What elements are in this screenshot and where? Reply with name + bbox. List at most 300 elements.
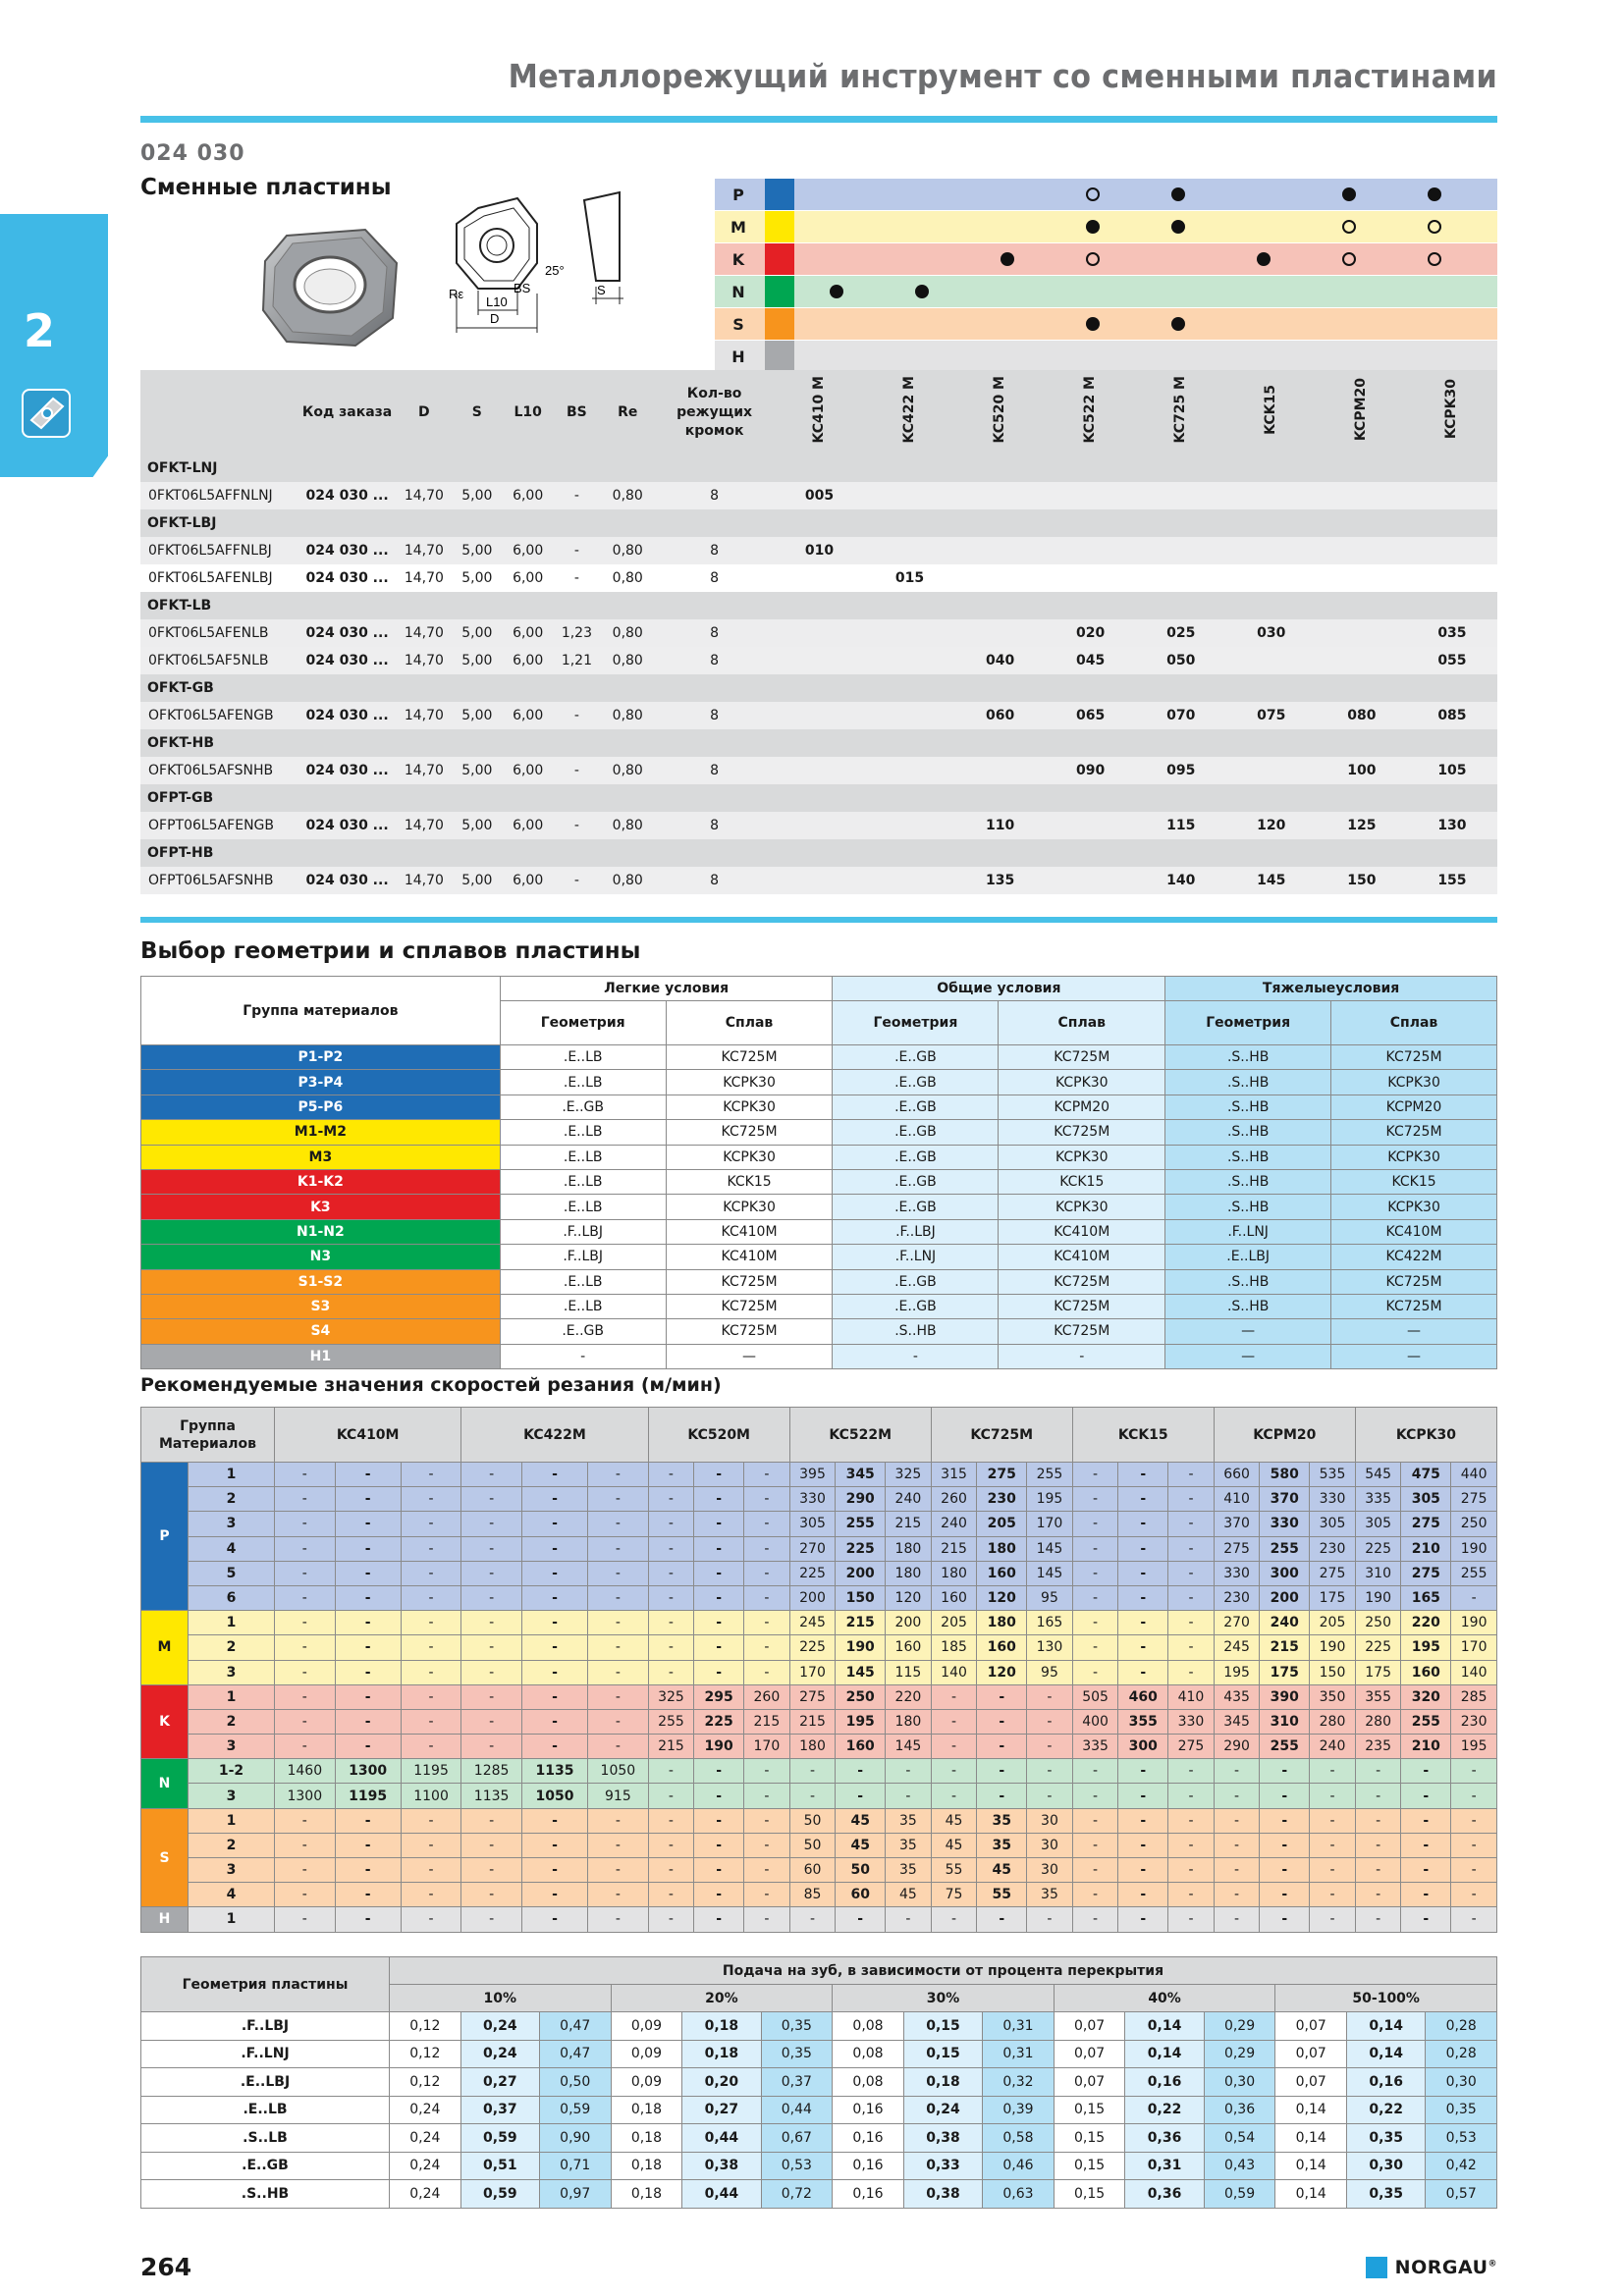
feed-overlap: 40%	[1054, 1985, 1275, 2012]
speed-value: -	[1451, 1883, 1497, 1907]
speed-value: -	[1310, 1907, 1356, 1932]
selection-geometry: .E..LB	[500, 1120, 666, 1145]
sub-geometry: Геометрия	[833, 1001, 999, 1045]
selection-grade: KC725M	[666, 1120, 833, 1145]
speed-value: 275	[977, 1463, 1027, 1487]
speed-value: -	[335, 1635, 401, 1660]
speed-value: 160	[931, 1585, 977, 1610]
insert-edges: 8	[655, 482, 775, 509]
selection-geometry: -	[833, 1344, 999, 1368]
speed-value: 330	[1310, 1487, 1356, 1512]
feed-row	[141, 2096, 1497, 2124]
insert-group-name: OFKT-LBJ	[140, 509, 1497, 537]
speed-value: -	[1118, 1907, 1168, 1932]
selection-grade: KCPK30	[999, 1145, 1165, 1169]
insert-grade-code[interactable]: 150	[1317, 867, 1407, 894]
feed-value: 0,35	[761, 2040, 833, 2068]
selection-geometry: —	[1165, 1319, 1331, 1344]
speed-value: 305	[1355, 1512, 1401, 1536]
insert-grade-code	[1046, 537, 1136, 564]
speed-value: 1300	[335, 1759, 401, 1784]
speed-value: -	[1168, 1759, 1215, 1784]
speed-grade: KC422M	[461, 1408, 648, 1463]
feed-value: 0,35	[1347, 2180, 1426, 2209]
insert-grade-code	[1136, 564, 1226, 592]
filled-dot-icon	[1171, 317, 1185, 331]
insert-grade-code	[1317, 619, 1407, 647]
speed-value: -	[275, 1512, 336, 1536]
dim-bs-label: BS	[514, 281, 531, 295]
speed-value: -	[1168, 1611, 1215, 1635]
speed-value: -	[744, 1536, 790, 1561]
speed-value: -	[648, 1611, 694, 1635]
speed-value: -	[1260, 1907, 1310, 1932]
speed-value: 160	[886, 1635, 932, 1660]
speed-value: 250	[1355, 1611, 1401, 1635]
speed-value: 145	[1027, 1536, 1073, 1561]
speed-value: -	[1401, 1883, 1451, 1907]
feed-value: 0,30	[1426, 2068, 1497, 2097]
speed-subgroup: 3	[189, 1512, 275, 1536]
brand-mark: ®	[1488, 2259, 1497, 2269]
speed-subgroup: 1	[189, 1808, 275, 1833]
insert-l10: 6,00	[503, 702, 553, 729]
insert-grade-code	[865, 647, 955, 674]
cutting-speed-table	[140, 1407, 1497, 1933]
speed-value: 120	[977, 1660, 1027, 1684]
speed-value: -	[694, 1512, 744, 1536]
speed-value: 215	[744, 1709, 790, 1734]
insert-row[interactable]	[140, 564, 1497, 592]
insert-grade-code[interactable]: 050	[1136, 647, 1226, 674]
speed-value: -	[335, 1833, 401, 1857]
insert-grade-code[interactable]: 075	[1226, 702, 1317, 729]
speed-value: -	[521, 1833, 587, 1857]
feed-value: 0,59	[460, 2180, 539, 2209]
selection-geometry: .E..LBJ	[1165, 1245, 1331, 1269]
speed-value: -	[744, 1883, 790, 1907]
insert-row[interactable]	[140, 702, 1497, 729]
selection-grade: KC410M	[666, 1219, 833, 1244]
feed-geometry: .E..GB	[141, 2152, 390, 2180]
speed-value: 305	[1310, 1512, 1356, 1536]
insert-grade-code[interactable]: 030	[1226, 619, 1317, 647]
feed-value: 0,15	[1054, 2180, 1125, 2209]
selection-geometry: .E..GB	[833, 1095, 999, 1119]
insert-l10: 6,00	[503, 482, 553, 509]
speed-group-header-line1: Группа	[180, 1417, 236, 1434]
speed-value: 170	[789, 1660, 836, 1684]
insert-grade-code[interactable]: 125	[1317, 812, 1407, 839]
speed-subgroup: 3	[189, 1858, 275, 1883]
selection-geometry: .F..LBJ	[500, 1219, 666, 1244]
insert-grade-code	[1136, 482, 1226, 509]
condition-light: Легкие условия	[500, 977, 833, 1001]
selection-group: N3	[141, 1245, 501, 1269]
speed-value: -	[1168, 1907, 1215, 1932]
selection-geometry: .S..HB	[1165, 1269, 1331, 1294]
speed-value: -	[275, 1808, 336, 1833]
selection-geometry: .S..HB	[833, 1319, 999, 1344]
speed-value: 210	[1401, 1536, 1451, 1561]
speed-subgroup: 4	[189, 1536, 275, 1561]
insert-grade-code[interactable]: 080	[1317, 702, 1407, 729]
speed-value: 165	[1401, 1585, 1451, 1610]
insert-re: 0,80	[601, 812, 655, 839]
insert-s: 5,00	[451, 757, 503, 784]
speed-value: -	[521, 1611, 587, 1635]
speed-value: -	[744, 1487, 790, 1512]
selection-group: P5-P6	[141, 1095, 501, 1119]
speed-value: -	[1118, 1585, 1168, 1610]
insert-grade-code[interactable]: 140	[1136, 867, 1226, 894]
selection-geometry: .F..LNJ	[1165, 1219, 1331, 1244]
insert-re: 0,80	[601, 647, 655, 674]
speed-value: -	[1168, 1512, 1215, 1536]
insert-grade-code[interactable]: 020	[1046, 619, 1136, 647]
speed-value: 660	[1214, 1463, 1260, 1487]
insert-grade-code[interactable]: 015	[865, 564, 955, 592]
material-letter: N	[731, 282, 745, 301]
speed-value: 175	[1310, 1585, 1356, 1610]
selection-row	[141, 1169, 1497, 1194]
speed-value: 200	[836, 1561, 886, 1585]
sub-geometry: Геометрия	[1165, 1001, 1331, 1045]
selection-group: S1-S2	[141, 1269, 501, 1294]
feed-value: 0,16	[833, 2152, 904, 2180]
selection-geometry: .F..LBJ	[833, 1219, 999, 1244]
insert-bs: -	[553, 812, 601, 839]
speed-value: 190	[1451, 1536, 1497, 1561]
speed-value: -	[648, 1561, 694, 1585]
selection-geometry: .E..GB	[833, 1120, 999, 1145]
insert-grade-code[interactable]: 120	[1226, 812, 1317, 839]
selection-row	[141, 1219, 1497, 1244]
dim-angle-label: 25°	[545, 263, 565, 278]
speed-value: -	[694, 1611, 744, 1635]
speed-value: -	[275, 1735, 336, 1759]
speed-value: -	[744, 1463, 790, 1487]
feed-value: 0,47	[539, 2012, 611, 2041]
insert-row[interactable]	[140, 812, 1497, 839]
speed-value: 290	[1214, 1735, 1260, 1759]
sub-grade: Сплав	[666, 1001, 833, 1045]
insert-row[interactable]	[140, 867, 1497, 894]
feed-value: 0,29	[1204, 2040, 1275, 2068]
insert-grade-code[interactable]: 040	[955, 647, 1046, 674]
condition-heavy: Тяжелыеусловия	[1165, 977, 1497, 1001]
speed-value: -	[836, 1907, 886, 1932]
col-grade: KC422 M	[901, 375, 918, 444]
insert-grade-code	[955, 564, 1046, 592]
speed-value: 215	[648, 1735, 694, 1759]
selection-geometry: .S..HB	[1165, 1294, 1331, 1318]
speed-value: 335	[1072, 1735, 1118, 1759]
speed-group-letter: S	[141, 1808, 189, 1907]
insert-grade-code[interactable]: 005	[774, 482, 864, 509]
open-dot-icon	[1428, 252, 1441, 266]
speed-value: -	[275, 1907, 336, 1932]
speed-value: 205	[977, 1512, 1027, 1536]
insert-grade-code[interactable]: 155	[1407, 867, 1497, 894]
speed-value: -	[836, 1759, 886, 1784]
speed-row	[141, 1808, 1497, 1833]
feed-value: 0,57	[1426, 2180, 1497, 2209]
material-row-m	[715, 211, 1497, 242]
selection-row	[141, 1195, 1497, 1219]
selection-grade: KC725M	[1331, 1045, 1497, 1070]
insert-grade-code[interactable]: 135	[955, 867, 1046, 894]
insert-grade-code[interactable]: 035	[1407, 619, 1497, 647]
speed-value: 210	[1401, 1735, 1451, 1759]
speed-value: -	[1168, 1883, 1215, 1907]
open-dot-icon	[1086, 187, 1100, 201]
material-row-s	[715, 308, 1497, 340]
speed-value: 230	[977, 1487, 1027, 1512]
speed-value: -	[1118, 1487, 1168, 1512]
sub-grade: Сплав	[999, 1001, 1165, 1045]
feed-value: 0,18	[611, 2096, 682, 2124]
feed-value: 0,22	[1125, 2096, 1204, 2124]
insert-order: 024 030 ...	[298, 564, 398, 592]
speed-value: 390	[1260, 1684, 1310, 1709]
insert-row[interactable]	[140, 619, 1497, 647]
insert-bs: -	[553, 867, 601, 894]
insert-designation: OFPT06L5AFENGB	[140, 812, 298, 839]
filled-dot-icon	[1342, 187, 1356, 201]
speed-grade: KCK15	[1072, 1408, 1214, 1463]
speed-value: -	[648, 1536, 694, 1561]
material-swatch	[765, 179, 794, 210]
chapter-number: 2	[24, 304, 56, 357]
speed-grade: KCPM20	[1214, 1408, 1355, 1463]
speed-value: 205	[1310, 1611, 1356, 1635]
insert-row[interactable]	[140, 757, 1497, 784]
speed-value: 245	[1214, 1635, 1260, 1660]
insert-grade-code[interactable]: 045	[1046, 647, 1136, 674]
feed-value: 0,14	[1275, 2096, 1347, 2124]
feed-value: 0,09	[611, 2040, 682, 2068]
speed-value: 95	[1027, 1585, 1073, 1610]
selection-geometry: .F..LBJ	[500, 1245, 666, 1269]
insert-grade-code[interactable]: 145	[1226, 867, 1317, 894]
insert-grade-code[interactable]: 105	[1407, 757, 1497, 784]
speed-value: 180	[789, 1735, 836, 1759]
insert-grade-code[interactable]: 095	[1136, 757, 1226, 784]
speed-value: 120	[977, 1585, 1027, 1610]
insert-order: 024 030 ...	[298, 647, 398, 674]
insert-grade-code	[865, 702, 955, 729]
speed-value: 225	[789, 1561, 836, 1585]
insert-row[interactable]	[140, 537, 1497, 564]
insert-grade-code	[774, 647, 864, 674]
speed-value: 325	[886, 1463, 932, 1487]
insert-grade-code[interactable]: 010	[774, 537, 864, 564]
speed-value: -	[1401, 1784, 1451, 1808]
speed-value: 255	[1260, 1536, 1310, 1561]
speed-value: -	[1168, 1585, 1215, 1610]
speed-value: -	[588, 1808, 649, 1833]
speed-value: -	[335, 1660, 401, 1684]
speed-value: -	[694, 1808, 744, 1833]
insert-bs: -	[553, 537, 601, 564]
insert-group-row	[140, 592, 1497, 619]
speed-value: -	[275, 1487, 336, 1512]
insert-row[interactable]	[140, 482, 1497, 509]
speed-value: 1285	[461, 1759, 522, 1784]
insert-grade-code[interactable]: 065	[1046, 702, 1136, 729]
selection-geometry: .F..LNJ	[833, 1245, 999, 1269]
insert-grade-code	[865, 482, 955, 509]
speed-value: -	[1072, 1512, 1118, 1536]
insert-3d-image	[257, 216, 405, 357]
feed-value: 0,35	[761, 2012, 833, 2041]
insert-grade-code[interactable]: 025	[1136, 619, 1226, 647]
insert-grade-code	[1046, 482, 1136, 509]
speed-value: 260	[931, 1487, 977, 1512]
insert-grade-code	[1226, 564, 1317, 592]
feed-geometry: .S..LB	[141, 2124, 390, 2153]
col-grade: KC522 M	[1082, 375, 1099, 444]
insert-grade-code[interactable]: 055	[1407, 647, 1497, 674]
speed-value: 200	[886, 1611, 932, 1635]
feed-value: 0,14	[1275, 2124, 1347, 2153]
speed-value: -	[1401, 1907, 1451, 1932]
speed-value: -	[1355, 1808, 1401, 1833]
insert-grade-code[interactable]: 085	[1407, 702, 1497, 729]
selection-group: P3-P4	[141, 1070, 501, 1095]
feed-row	[141, 2152, 1497, 2180]
selection-grade: KC725M	[666, 1269, 833, 1294]
speed-value: -	[461, 1463, 522, 1487]
speed-row	[141, 1463, 1497, 1487]
speed-value: -	[461, 1635, 522, 1660]
speed-value: -	[588, 1660, 649, 1684]
selection-grade: KC725M	[1331, 1269, 1497, 1294]
speed-subgroup: 3	[189, 1735, 275, 1759]
selection-grade: KC725M	[999, 1120, 1165, 1145]
selection-grade: KCPM20	[999, 1095, 1165, 1119]
speed-value: -	[886, 1907, 932, 1932]
insert-grade-code[interactable]: 115	[1136, 812, 1226, 839]
speed-value: 60	[836, 1883, 886, 1907]
speed-value: 200	[1260, 1585, 1310, 1610]
speed-value: -	[521, 1660, 587, 1684]
speed-value: 1195	[335, 1784, 401, 1808]
speed-value: 240	[931, 1512, 977, 1536]
speed-value: -	[588, 1635, 649, 1660]
speed-subgroup: 1	[189, 1907, 275, 1932]
speed-value: -	[401, 1833, 461, 1857]
speed-value: 35	[886, 1808, 932, 1833]
feed-value: 0,07	[1054, 2012, 1125, 2041]
speed-value: -	[744, 1561, 790, 1585]
speed-value: 1300	[275, 1784, 336, 1808]
insert-grade-code	[1407, 482, 1497, 509]
speed-value: -	[401, 1907, 461, 1932]
insert-grade-code	[1226, 482, 1317, 509]
insert-grade-code[interactable]: 090	[1046, 757, 1136, 784]
insert-edges: 8	[655, 537, 775, 564]
insert-grade-code[interactable]: 100	[1317, 757, 1407, 784]
insert-grade-code	[865, 757, 955, 784]
insert-l10: 6,00	[503, 537, 553, 564]
insert-d: 14,70	[397, 482, 451, 509]
speed-value: 275	[1168, 1735, 1215, 1759]
speed-value: -	[335, 1883, 401, 1907]
speed-value: -	[335, 1512, 401, 1536]
insert-grade-code	[1407, 537, 1497, 564]
speed-value: -	[521, 1709, 587, 1734]
speed-value: -	[335, 1585, 401, 1610]
insert-row[interactable]	[140, 647, 1497, 674]
insert-edges: 8	[655, 812, 775, 839]
speed-value: 330	[789, 1487, 836, 1512]
speed-value: -	[1401, 1833, 1451, 1857]
speed-value: 245	[789, 1611, 836, 1635]
insert-order: 024 030 ...	[298, 812, 398, 839]
insert-d: 14,70	[397, 647, 451, 674]
speed-value: -	[977, 1759, 1027, 1784]
speed-value: 180	[931, 1561, 977, 1585]
selection-geometry: .E..GB	[833, 1045, 999, 1070]
feed-value: 0,14	[1347, 2040, 1426, 2068]
speed-value: 330	[1214, 1561, 1260, 1585]
insert-order: 024 030 ...	[298, 482, 398, 509]
insert-grade-code[interactable]: 070	[1136, 702, 1226, 729]
speed-value: -	[521, 1735, 587, 1759]
insert-grade-code	[1317, 537, 1407, 564]
speed-value: 345	[836, 1463, 886, 1487]
speed-value: 195	[836, 1709, 886, 1734]
insert-table-header	[140, 370, 1497, 454]
filled-dot-icon	[1086, 317, 1100, 331]
insert-grade-code[interactable]: 130	[1407, 812, 1497, 839]
speed-value: -	[521, 1585, 587, 1610]
filled-dot-icon	[1257, 252, 1271, 266]
speed-value: 195	[1401, 1635, 1451, 1660]
speed-value: 505	[1072, 1684, 1118, 1709]
insert-l10: 6,00	[503, 564, 553, 592]
speed-value: 45	[886, 1883, 932, 1907]
speed-value: 50	[789, 1808, 836, 1833]
feed-value: 0,39	[983, 2096, 1055, 2124]
selection-grade: KCK15	[666, 1169, 833, 1194]
speed-value: -	[1214, 1784, 1260, 1808]
speed-value: 35	[977, 1808, 1027, 1833]
speed-value: -	[461, 1561, 522, 1585]
speed-value: 160	[836, 1735, 886, 1759]
feed-value: 0,14	[1275, 2152, 1347, 2180]
feed-table	[140, 1956, 1497, 2209]
speed-value: -	[1310, 1858, 1356, 1883]
insert-grade-code[interactable]: 110	[955, 812, 1046, 839]
feed-row	[141, 2040, 1497, 2068]
speed-value: 165	[1027, 1611, 1073, 1635]
insert-grade-code[interactable]: 060	[955, 702, 1046, 729]
speed-row	[141, 1660, 1497, 1684]
insert-l10: 6,00	[503, 647, 553, 674]
speed-value: 30	[1027, 1833, 1073, 1857]
speed-value: 285	[1451, 1684, 1497, 1709]
speed-value: -	[694, 1833, 744, 1857]
open-dot-icon	[1342, 220, 1356, 234]
insert-grade-code	[865, 619, 955, 647]
speed-value: -	[335, 1858, 401, 1883]
speed-value: -	[744, 1833, 790, 1857]
speed-value: 160	[1401, 1660, 1451, 1684]
insert-grade-code	[955, 619, 1046, 647]
